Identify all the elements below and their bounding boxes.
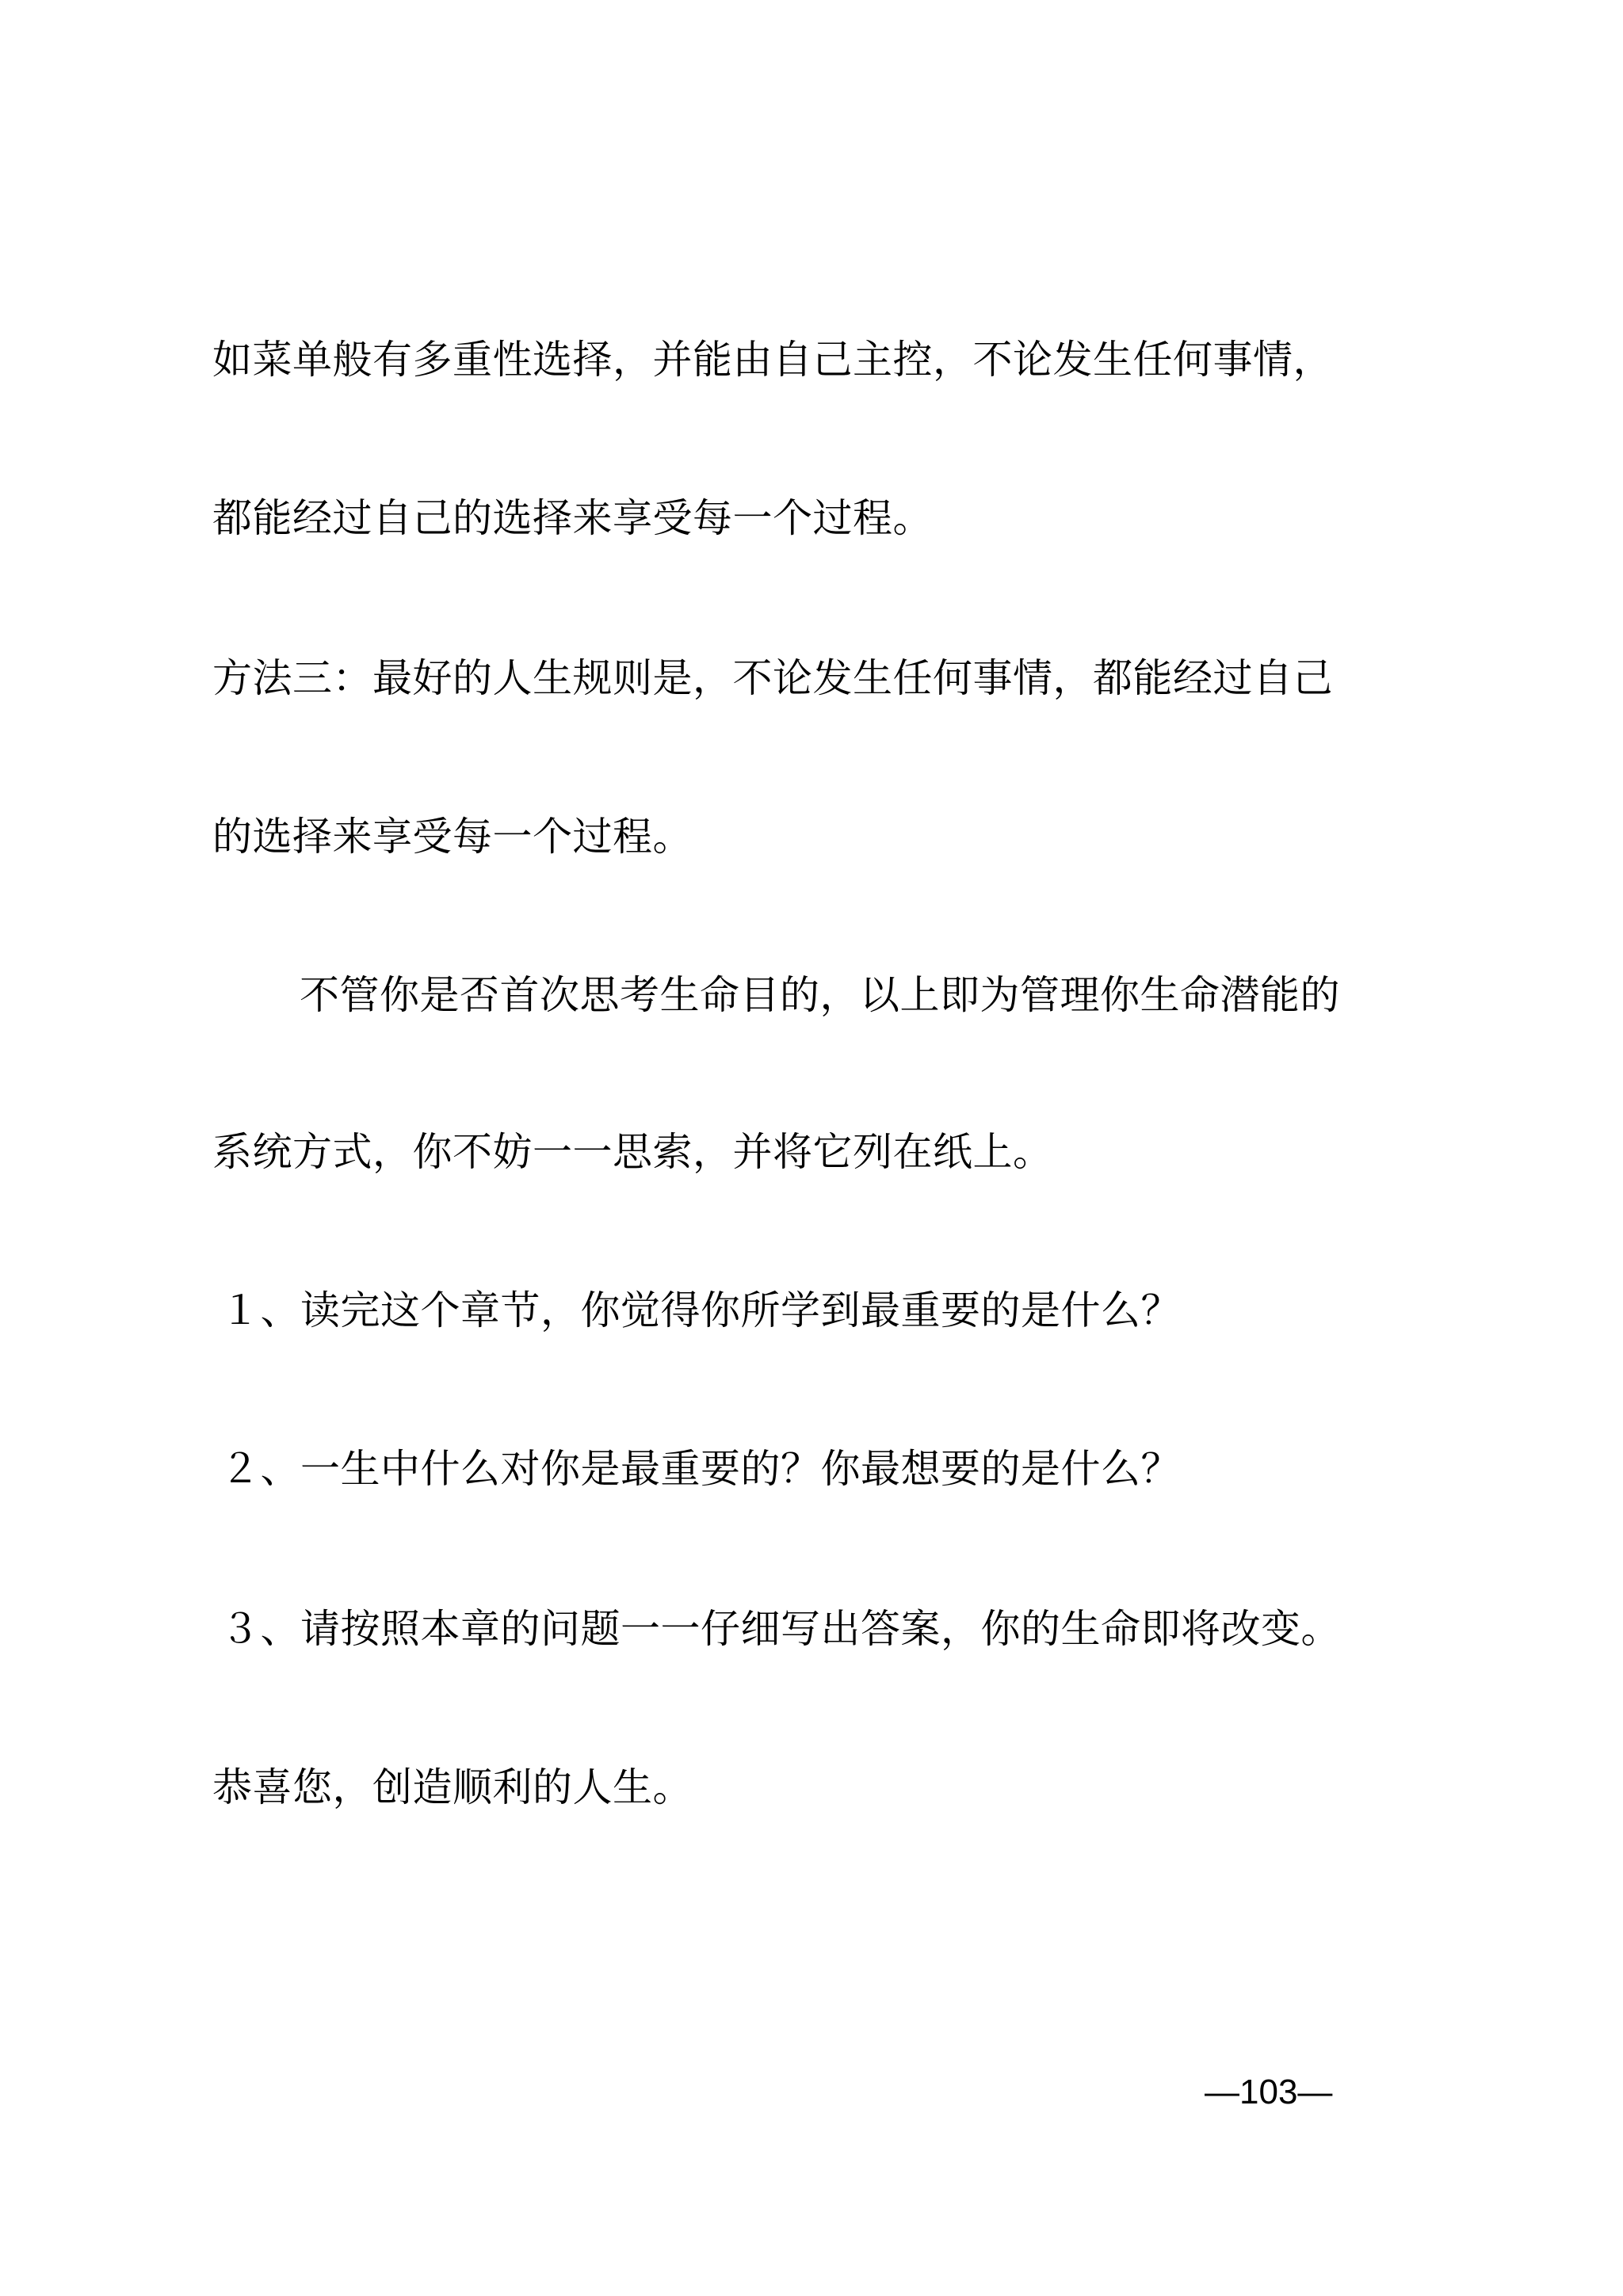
paragraph-line-1: 不管你是否首次思考生命目的，以上即为管理你生命潜能的 bbox=[300, 972, 1340, 1018]
page-number: —103— bbox=[1205, 2073, 1333, 2111]
paragraph-line-2: 系统方式，你不妨一一思索，并将它列在纸上。 bbox=[212, 1129, 1053, 1175]
question-item-3: ３、请按照本章的问题一一仔细写出答案，你的生命即将改变。 bbox=[220, 1606, 1341, 1652]
method-three-line-2: 的选择来享受每一个过程。 bbox=[212, 814, 693, 860]
text-line-2: 都能经过自己的选择来享受每一个过程。 bbox=[212, 495, 933, 541]
method-three-line-1: 方法三：最好的人生规则是，不论发生任何事情，都能经过自己 bbox=[212, 655, 1333, 701]
question-item-2: ２、一生中什么对你是最重要的？你最想要的是什么？ bbox=[220, 1446, 1181, 1492]
closing-line: 恭喜您，创造顺利的人生。 bbox=[212, 1764, 693, 1810]
text-line-1: 如菜单般有多重性选择，并能由自己主控，不论发生任何事情， bbox=[212, 337, 1333, 383]
question-item-1: １、读完这个章节，你觉得你所学到最重要的是什么？ bbox=[220, 1287, 1181, 1333]
